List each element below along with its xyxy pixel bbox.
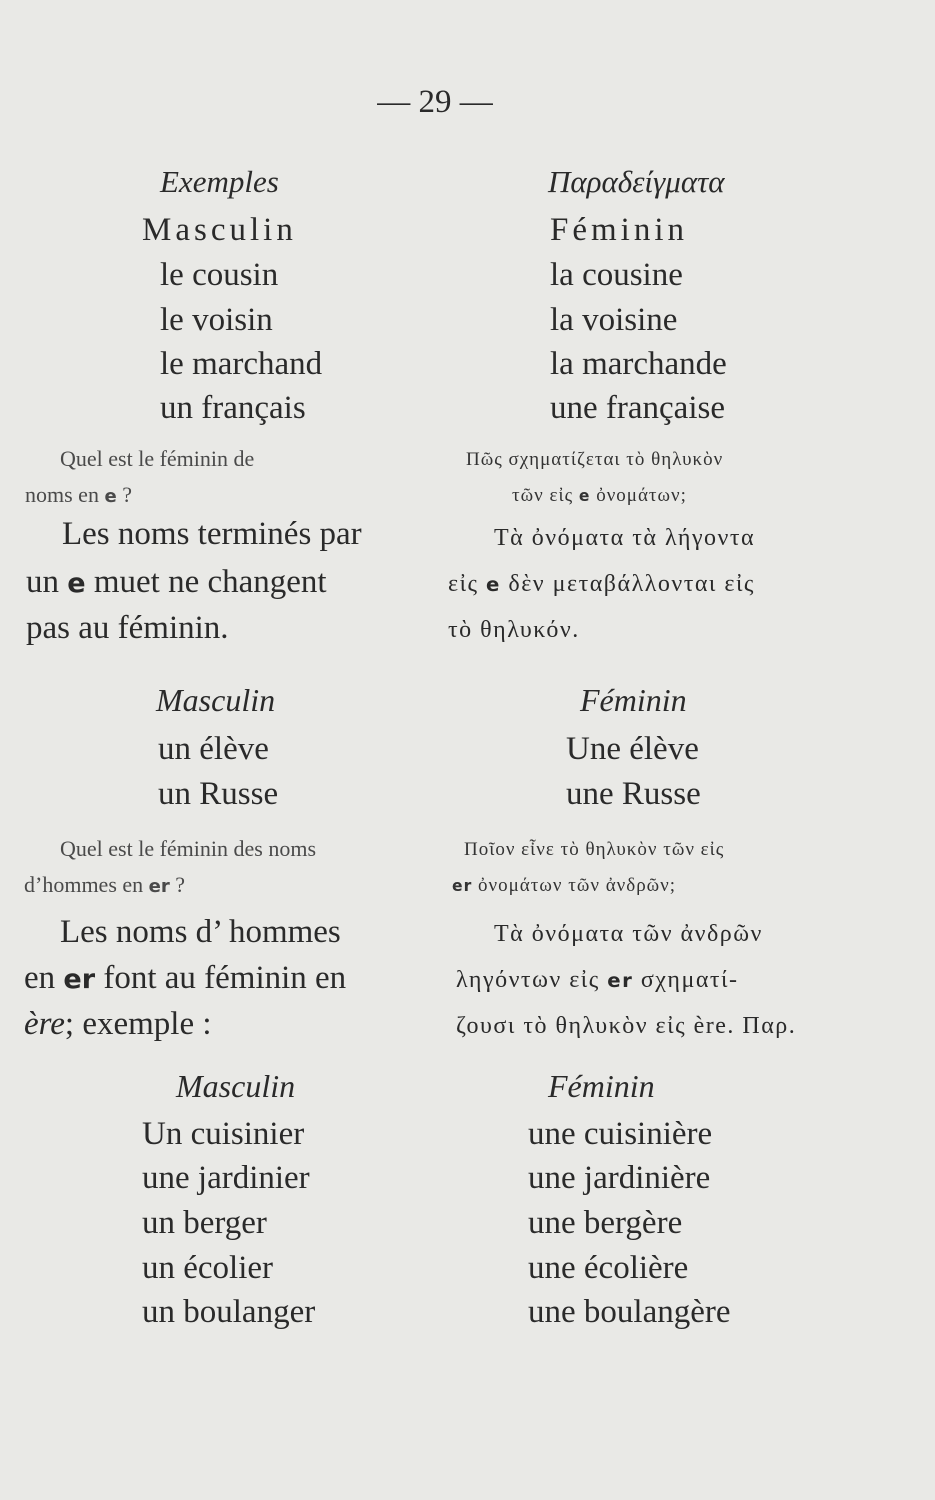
masculine-column-header: Masculin xyxy=(176,1068,296,1104)
masculine-word: une jardinier xyxy=(142,1160,310,1196)
question-french-line: Quel est le féminin de xyxy=(60,446,255,471)
answer-greek-line: ληγόντων εἰς er σχηματί- xyxy=(456,967,739,993)
question-french-line: d’hommes en er ? xyxy=(24,872,186,897)
feminine-word: une cuisinière xyxy=(528,1116,713,1152)
answer-greek-line: τὸ θηλυκόν. xyxy=(448,617,580,643)
answer-greek-line: Τὰ ὀνόματα τὰ λήγοντα xyxy=(494,525,756,551)
masculine-word: un écolier xyxy=(142,1250,274,1286)
masculine-word: un élève xyxy=(158,731,269,767)
answer-french-line: en er font au féminin en xyxy=(24,960,347,996)
question-greek-line: Πῶς σχηματίζεται τὸ θηλυκὸν xyxy=(466,449,724,470)
question-french-line: noms en e ? xyxy=(25,482,132,507)
ending-bold: er xyxy=(452,877,473,895)
question-greek-line: Ποῖον εἶνε τὸ θηλυκὸν τῶν εἰς xyxy=(464,839,725,860)
masculine-word: le voisin xyxy=(160,302,273,338)
feminine-column-header: Féminin xyxy=(580,682,687,718)
question-french-line: Quel est le féminin des noms xyxy=(60,836,317,861)
feminine-word: Une élève xyxy=(566,731,699,767)
examples-heading-french: Exemples xyxy=(160,164,279,199)
answer-french-line: un e muet ne changent xyxy=(26,564,327,600)
masculine-word: un Russe xyxy=(158,776,279,812)
answer-greek-line: Τὰ ὀνόματα τῶν ἀνδρῶν xyxy=(494,921,763,947)
masculine-column-header: Masculin xyxy=(142,212,297,248)
ending-bold: er xyxy=(63,964,96,995)
ending-bold: e xyxy=(486,573,501,596)
feminine-word: une écolière xyxy=(528,1250,689,1286)
answer-french-line: Les noms terminés par xyxy=(62,516,362,552)
ending-bold: er xyxy=(607,969,634,992)
feminine-column-header: Féminin xyxy=(548,1068,655,1104)
answer-french-line: ère; exemple : xyxy=(24,1006,212,1042)
answer-french-line: pas au féminin. xyxy=(26,610,229,646)
feminine-word: une bergère xyxy=(528,1205,683,1241)
feminine-word: une Russe xyxy=(566,776,701,812)
page-number: — 29 — xyxy=(377,84,493,120)
ending-bold: er xyxy=(148,876,170,897)
masculine-word: un français xyxy=(160,390,306,426)
question-greek-line: er ὀνομάτων τῶν ἀνδρῶν; xyxy=(452,875,677,896)
feminine-word: une boulangère xyxy=(528,1294,731,1330)
ending-bold: e xyxy=(104,486,117,507)
masculine-word: Un cuisinier xyxy=(142,1116,305,1152)
question-greek-line: τῶν εἰς e ὀνομάτων; xyxy=(512,485,687,506)
feminine-word: une française xyxy=(550,390,725,426)
masculine-word: un boulanger xyxy=(142,1294,316,1330)
feminine-word: la marchande xyxy=(550,346,727,382)
feminine-column-header: Féminin xyxy=(550,212,689,248)
answer-french-line: Les noms d’ hommes xyxy=(60,914,341,950)
answer-greek-line: ζουσι τὸ θηλυκὸν εἰς ère. Παρ. xyxy=(456,1013,797,1039)
ending-bold: e xyxy=(578,487,591,505)
masculine-word: le cousin xyxy=(160,257,279,293)
feminine-word: la voisine xyxy=(550,302,678,338)
feminine-word: la cousine xyxy=(550,257,683,293)
examples-heading-greek: Παραδείγματα xyxy=(548,164,725,199)
ending-bold: e xyxy=(67,568,86,599)
answer-greek-line: εἰς e δὲν μεταβάλλονται εἰς xyxy=(448,571,755,597)
masculine-word: le marchand xyxy=(160,346,323,382)
masculine-column-header: Masculin xyxy=(156,682,276,718)
feminine-word: une jardinière xyxy=(528,1160,711,1196)
masculine-word: un berger xyxy=(142,1205,267,1241)
